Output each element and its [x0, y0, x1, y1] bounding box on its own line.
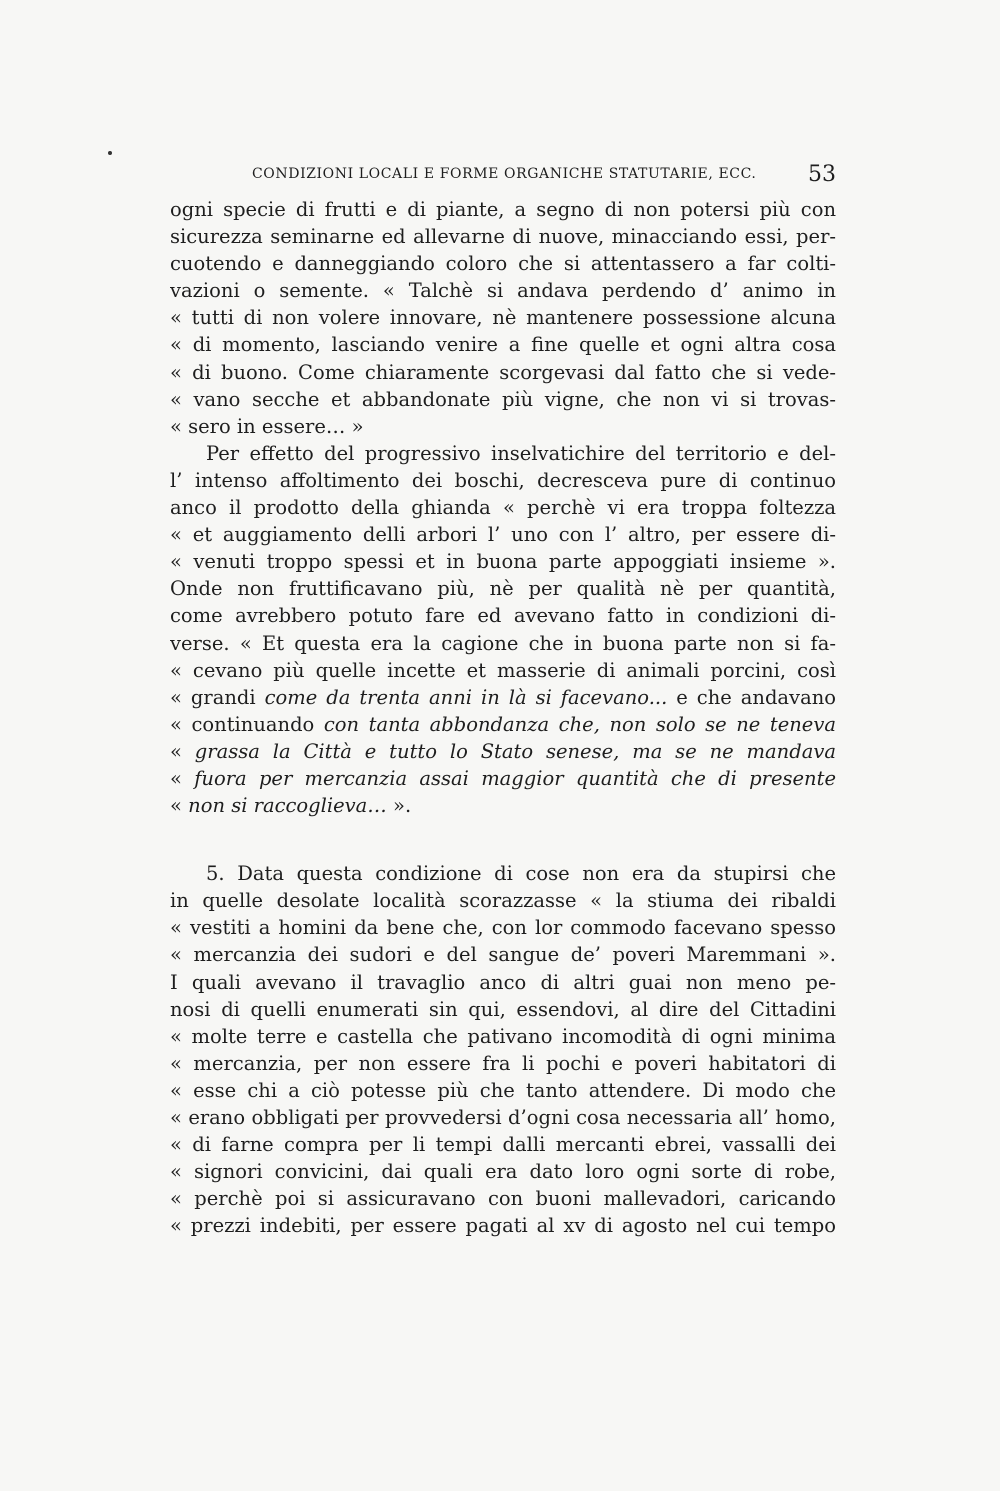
text-line: vazioni o semente. « Talchè si andava perdendo d’ animo in	[170, 279, 836, 303]
text-line: « vestiti a homini da bene che, con lor commodo facevano spesso	[170, 916, 836, 940]
paragraph-1	[170, 196, 836, 440]
text-line: « tutti di non volere innovare, nè mantenere possessione alcuna	[170, 306, 836, 330]
text-line: come avrebbero potuto fare ed avevano fatto in condizioni di-	[170, 604, 836, 628]
text-line: « perchè poi si assicuravano con buoni mallevadori, caricando	[170, 1187, 836, 1211]
text-line: « et auggiamento delli arbori l’ uno con l’ altro, per essere di-	[170, 523, 836, 547]
text-line: ogni specie di frutti e di piante, a segno di non potersi più con	[170, 198, 836, 221]
text-line: anco il prodotto della ghianda « perchè vi era troppa foltezza	[170, 496, 836, 520]
line-segment: e che andavano	[667, 685, 836, 709]
text-line: verse. « Et questa era la cagione che in buona parte non si fa-	[170, 631, 836, 655]
text-line: « mercanzia, per non essere fra li pochi e poveri habitatori di	[170, 1051, 836, 1075]
text-line: « prezzi indebiti, per essere pagati al xv di agosto nel cui tempo	[170, 1214, 836, 1238]
section-gap	[170, 819, 836, 860]
text-line: « di farne compra per li tempi dalli mercanti ebrei, vassalli dei	[170, 1133, 836, 1157]
text-line: « cevano più quelle incette et masserie di animali porcini, così	[170, 658, 836, 682]
running-head: CONDIZIONI LOCALI E FORME ORGANICHE STATUTARIE, ECC.	[252, 166, 757, 182]
line-segment: «	[170, 766, 195, 790]
text-line: « esse chi a ciò potesse più che tanto attendere. Di modo che	[170, 1078, 836, 1102]
line-segment: « grandi	[170, 685, 265, 709]
text-line	[170, 792, 836, 819]
text-line: l’ intenso affoltimento dei boschi, decresceva pure di continuo	[170, 468, 836, 492]
paragraph-3	[170, 860, 836, 1239]
text-line: cuotendo e danneggiando coloro che si attentassero a far colti-	[170, 252, 836, 276]
page-header	[170, 162, 836, 190]
paragraph-2	[170, 440, 836, 819]
page-number: 53	[808, 162, 836, 187]
text-line	[170, 711, 836, 738]
text-line: « sero in essere… »	[170, 414, 364, 438]
line-segment: «	[170, 794, 189, 818]
ink-speck	[108, 151, 112, 155]
text-line: 5. Data questa condizione di cose non era da stupirsi che	[206, 862, 836, 886]
text-line	[170, 684, 836, 711]
text-line: « mercanzia dei sudori e del sangue de’ poveri Maremmani ».	[170, 943, 836, 967]
text-line	[170, 738, 836, 765]
text-line: nosi di quelli enumerati sin qui, essendovi, al dire del Cittadini	[170, 997, 836, 1021]
text-line	[170, 765, 836, 792]
text-line: Onde non fruttificavano più, nè per qualità nè per quantità,	[170, 577, 836, 601]
italic-quote: come da trenta anni in là si facevano...	[264, 685, 668, 709]
text-line: « signori convicini, dai quali era dato loro ogni sorte di robe,	[170, 1160, 836, 1184]
line-segment: «	[170, 739, 195, 763]
text-line: « vano secche et abbandonate più vigne, che non vi si trovas-	[170, 387, 836, 411]
italic-quote: fuora per mercanzia assai maggior quantità che di presente	[194, 766, 836, 790]
text-line: « di buono. Come chiaramente scorgevasi dal fatto che si vede-	[170, 360, 836, 384]
italic-quote: non si raccoglieva…	[188, 794, 387, 818]
text-line: « molte terre e castella che pativano incomodità di ogni minima	[170, 1024, 836, 1048]
text-line: « venuti troppo spessi et in buona parte appoggiati insieme ».	[170, 550, 836, 574]
text-line: I quali avevano il travaglio anco di altri guai non meno pe-	[170, 970, 836, 994]
text-line: sicurezza seminarne ed allevarne di nuove, minacciando essi, per-	[170, 225, 836, 249]
text-line: « di momento, lasciando venire a fine quelle et ogni altra cosa	[170, 333, 836, 357]
text-line: in quelle desolate località scorazzasse « la stiuma dei ribaldi	[170, 889, 836, 913]
italic-quote: grassa la Città e tutto lo Stato senese, ma se ne mandava	[194, 739, 836, 763]
text-line: Per effetto del progressivo inselvatichire del territorio e del-	[206, 441, 836, 465]
body-text	[170, 196, 836, 1239]
line-segment: ».	[386, 794, 412, 818]
line-segment: « continuando	[170, 712, 324, 736]
text-line: « erano obbligati per provvedersi d’ogni cosa necessaria all’ homo,	[170, 1106, 836, 1129]
italic-quote: con tanta abbondanza che, non solo se ne teneva	[323, 712, 836, 736]
